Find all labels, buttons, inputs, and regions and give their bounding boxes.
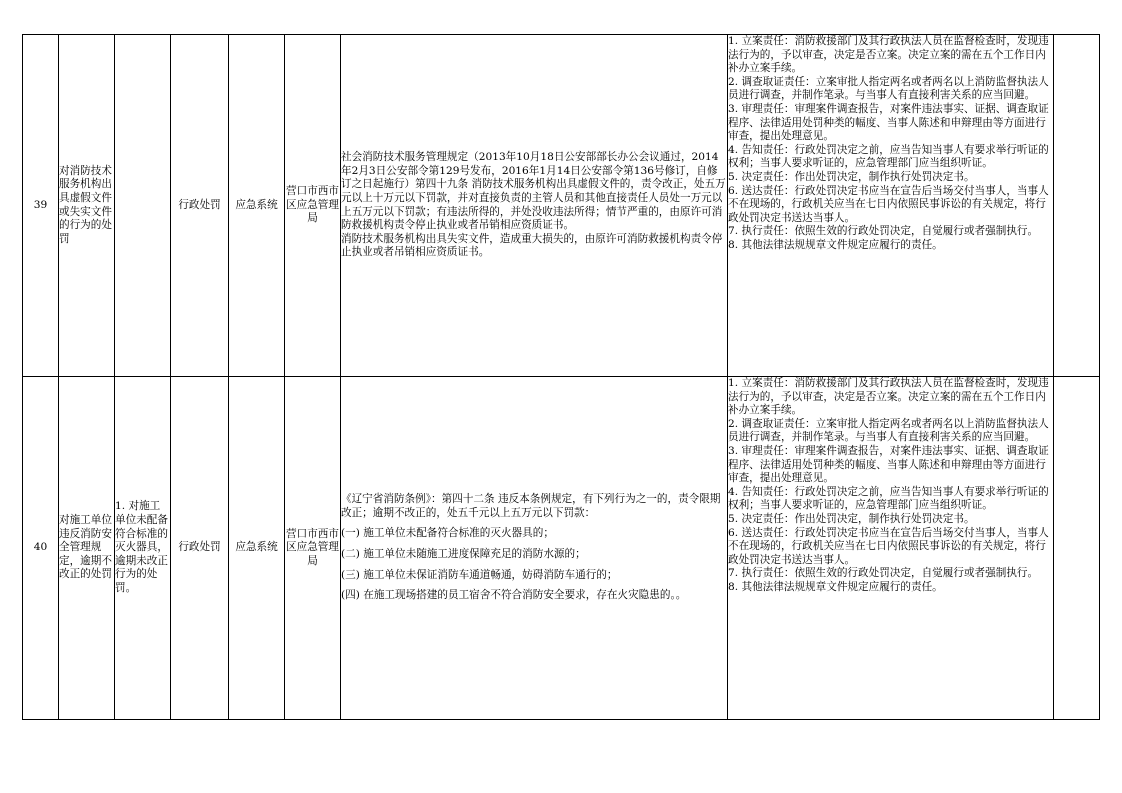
duty-item: 5. 决定责任：作出处罚决定，制作执行处罚决定书。 — [728, 170, 975, 183]
remark — [1054, 377, 1100, 720]
responsibilities — [728, 377, 1054, 720]
responsibilities — [728, 35, 1054, 377]
basis-paragraph: (二) 施工单位未随施工进度保障充足的消防水源的； — [341, 548, 586, 560]
duty-item: 4. 告知责任：行政处罚决定之前，应当告知当事人有要求举行听证的权利；当事人要求听证的，应急管理部门应当组织听证。 — [728, 485, 1049, 512]
duty-item: 8. 其他法律法规规章文件规定应履行的责任。 — [728, 238, 943, 251]
basis-paragraph: 消防技术服务机构出具失实文件，造成重大损失的，由原许可消防救援机构责令停止执业或者吊销相应资质证书。 — [341, 232, 723, 259]
table-row — [23, 35, 1100, 377]
duty-item: 7. 执行责任：依照生效的行政处罚决定，自觉履行或者强制执行。 — [728, 225, 1039, 238]
basis-paragraph: 社会消防技术服务管理规定（2013年10月18日公安部部长办公会议通过，2014年2月3日公安部令第129号发布，2016年1月14日公安部令第136号修订，自修订之日起施行）第四十九条 消防技术服务机构出具虚假文件的，责令改正，处五万元以上十万元以下罚款，并对直接负责的主管人员和其他直接责任人员处一万元以上五万元以下罚款；有违法所得的，并处没收违法所得；情节严重的，由原许可消防救援机构责令停止执业或者吊销相应资质证书。 — [341, 151, 726, 232]
remark — [1054, 35, 1100, 377]
sub-item — [115, 35, 171, 377]
power-type: 行政处罚 — [171, 35, 229, 377]
duty-item: 7. 执行责任：依照生效的行政处罚决定，自觉履行或者强制执行。 — [728, 567, 1039, 580]
duty-item: 6. 送达责任：行政处罚决定书应当在宣告后当场交付当事人，当事人不在现场的，行政机关应当在七日内依照民事诉讼的有关规定，将行政处罚决定书送达当事人。 — [728, 184, 1049, 224]
row-number: 39 — [23, 35, 59, 377]
duty-item: 3. 审理责任：审理案件调查报告，对案件违法事实、证据、调查取证程序、法律适用处罚种类的幅度、当事人陈述和申辩理由等方面进行审查，提出处理意见。 — [728, 444, 1049, 485]
duty-item: 2. 调查取证责任：立案审批人指定两名或者两名以上消防监督执法人员进行调查，并制作笔录。与当事人有直接利害关系的应当回避。 — [728, 75, 1049, 102]
sub-item: 1. 对施工单位未配备符合标准的灭火器具，逾期未改正行为的处罚。 — [115, 377, 171, 720]
department: 营口市西市区应急管理局 — [285, 377, 341, 720]
legal-basis — [341, 35, 728, 377]
basis-paragraph: (三) 施工单位未保证消防车通道畅通，妨碍消防车通行的； — [341, 568, 618, 581]
power-type: 行政处罚 — [171, 377, 229, 720]
item-name: 对消防技术服务机构出具虚假文件或失实文件的行为的处罚 — [59, 35, 115, 377]
duty-item: 8. 其他法律法规规章文件规定应履行的责任。 — [728, 580, 943, 593]
duty-item: 2. 调查取证责任：立案审批人指定两名或者两名以上消防监督执法人员进行调查，并制作笔录。与当事人有直接利害关系的应当回避。 — [728, 417, 1049, 444]
duty-item: 1. 立案责任：消防救援部门及其行政执法人员在监督检查时，发现违法行为的，予以审查，决定是否立案。决定立案的需在五个工作日内补办立案手续。 — [728, 377, 1049, 417]
basis-paragraph: 《辽宁省消防条例》：第四十二条 违反本条例规定，有下列行为之一的，责令限期改正；逾期不改正的，处五千元以上五万元以下罚款： — [341, 493, 721, 519]
department: 营口市西市区应急管理局 — [285, 35, 341, 377]
duty-item: 5. 决定责任：作出处罚决定，制作执行处罚决定书。 — [728, 512, 975, 525]
legal-basis — [341, 377, 728, 720]
system: 应急系统 — [229, 377, 285, 720]
basis-paragraph: (一) 施工单位未配备符合标准的灭火器具的； — [341, 527, 554, 540]
system: 应急系统 — [229, 35, 285, 377]
item-name: 对施工单位违反消防安全管理规定，逾期不改正的处罚 — [59, 377, 115, 720]
table-row — [23, 377, 1100, 720]
duty-item: 6. 送达责任：行政处罚决定书应当在宣告后当场交付当事人，当事人不在现场的，行政机关应当在七日内依照民事诉讼的有关规定，将行政处罚决定书送达当事人。 — [728, 526, 1049, 566]
row-number: 40 — [23, 377, 59, 720]
duty-item: 3. 审理责任：审理案件调查报告，对案件违法事实、证据、调查取证程序、法律适用处罚种类的幅度、当事人陈述和申辩理由等方面进行审查，提出处理意见。 — [728, 102, 1049, 143]
duty-item: 1. 立案责任：消防救援部门及其行政执法人员在监督检查时，发现违法行为的，予以审查，决定是否立案。决定立案的需在五个工作日内补办立案手续。 — [728, 35, 1049, 75]
duty-item: 4. 告知责任：行政处罚决定之前，应当告知当事人有要求举行听证的权利；当事人要求听证的，应急管理部门应当组织听证。 — [728, 143, 1049, 170]
basis-paragraph: (四) 在施工现场搭建的员工宿舍不符合消防安全要求，存在火灾隐患的。。 — [341, 589, 687, 602]
power-list-table — [22, 34, 1100, 720]
